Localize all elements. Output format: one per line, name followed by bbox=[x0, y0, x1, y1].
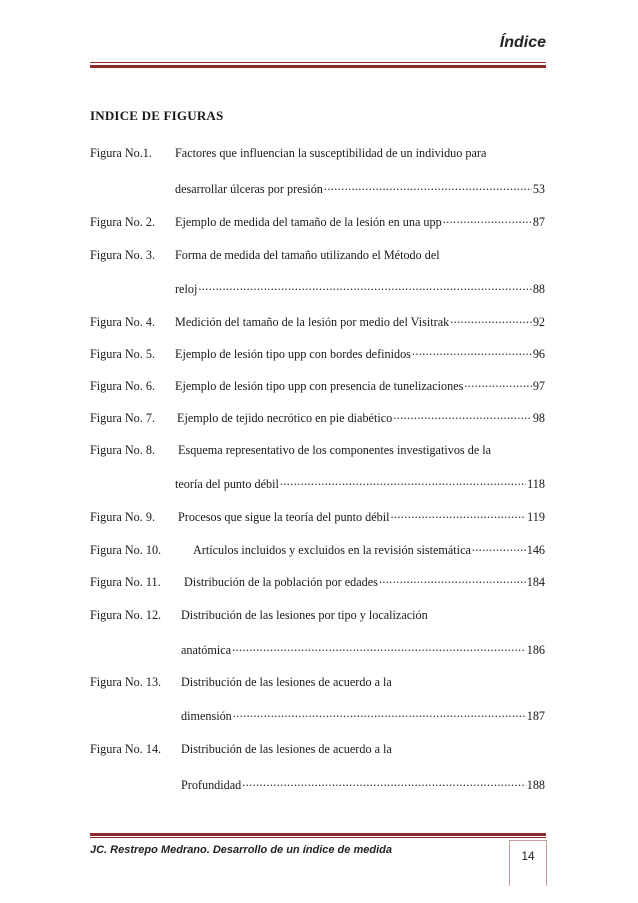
leader-dots bbox=[233, 708, 526, 720]
leader-dots bbox=[198, 281, 531, 293]
page-ref: 98 bbox=[532, 411, 545, 426]
figure-label: Figura No.1. bbox=[90, 146, 152, 160]
figure-title-cont: Profundidad bbox=[181, 778, 242, 793]
figure-entry-4[interactable] bbox=[90, 314, 545, 330]
figure-entry-11[interactable] bbox=[90, 574, 545, 590]
leader-dots bbox=[391, 509, 527, 521]
figure-label: Figura No. 3. bbox=[90, 248, 155, 262]
figure-entry-8[interactable] bbox=[90, 443, 545, 458]
leader-dots bbox=[393, 410, 532, 422]
figure-title: Ejemplo de lesión tipo upp con bordes definidos bbox=[175, 347, 411, 362]
figure-title-cont: desarrollar úlceras por presión bbox=[175, 182, 323, 197]
figure-entry-13-cont[interactable] bbox=[181, 708, 545, 724]
leader-dots bbox=[232, 642, 526, 654]
leader-dots bbox=[242, 777, 525, 789]
leader-dots bbox=[443, 214, 532, 226]
page-ref: 87 bbox=[532, 215, 545, 230]
leader-dots bbox=[324, 181, 532, 193]
figure-title: Forma de medida del tamaño utilizando el Método del bbox=[175, 248, 440, 262]
page-ref: 146 bbox=[526, 543, 545, 558]
figure-entry-5[interactable] bbox=[90, 346, 545, 362]
page-ref: 186 bbox=[526, 643, 545, 658]
figure-entry-14[interactable] bbox=[90, 742, 545, 757]
figure-title: Distribución de las lesiones de acuerdo a la bbox=[181, 742, 392, 756]
figure-entry-1[interactable] bbox=[90, 146, 545, 161]
page-ref: 118 bbox=[527, 477, 545, 492]
page-ref: 92 bbox=[532, 315, 545, 330]
figure-label: Figura No. 4. bbox=[90, 315, 155, 330]
page-ref: 96 bbox=[532, 347, 545, 362]
figure-title: Artículos incluidos y excluidos en la revisión sistemática bbox=[193, 543, 471, 558]
figure-label: Figura No. 12. bbox=[90, 608, 162, 622]
figure-title-cont: anatómica bbox=[181, 643, 232, 658]
figure-entry-10[interactable] bbox=[90, 542, 545, 558]
figure-entry-1-cont[interactable] bbox=[175, 181, 545, 197]
figure-title: Distribución de las lesiones por tipo y localización bbox=[181, 608, 428, 622]
figure-title-cont: reloj bbox=[175, 282, 198, 297]
figure-label: Figura No. 11. bbox=[90, 575, 161, 590]
figure-title: Medición del tamaño de la lesión por medio del Visitrak bbox=[175, 315, 450, 330]
page-header-title: Índice bbox=[499, 34, 546, 51]
leader-dots bbox=[412, 346, 532, 358]
figure-title: Factores que influencian la susceptibilidad de un individuo para bbox=[175, 146, 487, 160]
figure-title: Distribución de las lesiones de acuerdo a la bbox=[181, 675, 392, 689]
figure-label: Figura No. 8. bbox=[90, 443, 155, 457]
figure-entry-2[interactable] bbox=[90, 214, 545, 230]
figure-entry-14-cont[interactable] bbox=[181, 777, 545, 793]
figure-entry-12[interactable] bbox=[90, 608, 545, 623]
figure-entry-7[interactable] bbox=[90, 410, 545, 426]
figure-label: Figura No. 10. bbox=[90, 543, 162, 558]
section-title: INDICE DE FIGURAS bbox=[90, 108, 224, 123]
leader-dots bbox=[464, 378, 531, 390]
header-rule-top bbox=[90, 62, 546, 63]
page-ref: 119 bbox=[527, 510, 545, 525]
leader-dots bbox=[450, 314, 532, 326]
figure-label: Figura No. 13. bbox=[90, 675, 162, 689]
figure-title: Ejemplo de lesión tipo upp con presencia de tunelizaciones bbox=[175, 379, 464, 394]
figure-title: Procesos que sigue la teoría del punto débil bbox=[178, 510, 390, 525]
figure-title: Esquema representativo de los componentes investigativos de la bbox=[178, 443, 492, 457]
figure-label: Figura No. 6. bbox=[90, 379, 155, 394]
page-number: 14 bbox=[521, 849, 535, 863]
figure-label: Figura No. 7. bbox=[90, 411, 155, 426]
figure-title-cont: dimensión bbox=[181, 709, 232, 724]
figure-label: Figura No. 9. bbox=[90, 510, 155, 525]
figure-label: Figura No. 14. bbox=[90, 742, 162, 756]
figure-title-cont: teoría del punto débil bbox=[175, 477, 279, 492]
figure-entry-9[interactable] bbox=[90, 509, 545, 525]
page-ref: 188 bbox=[526, 778, 545, 793]
figure-title: Ejemplo de medida del tamaño de la lesión en una upp bbox=[175, 215, 442, 230]
page-ref: 184 bbox=[526, 575, 545, 590]
figure-entry-3[interactable] bbox=[90, 248, 545, 263]
page-ref: 187 bbox=[526, 709, 545, 724]
leader-dots bbox=[280, 476, 526, 488]
leader-dots bbox=[472, 542, 526, 554]
figure-entry-8-cont[interactable] bbox=[175, 476, 545, 492]
figure-title: Distribución de la población por edades bbox=[184, 575, 378, 590]
figure-entry-3-cont[interactable] bbox=[175, 281, 545, 297]
page-ref: 97 bbox=[532, 379, 545, 394]
leader-dots bbox=[379, 574, 526, 586]
figure-entry-6[interactable] bbox=[90, 378, 545, 394]
figure-entry-12-cont[interactable] bbox=[181, 642, 545, 658]
footer-rule-top bbox=[90, 833, 546, 836]
footer-rule-bottom bbox=[90, 837, 546, 838]
footer-text: JC. Restrepo Medrano. Desarrollo de un índice de medida bbox=[90, 844, 392, 856]
page-ref: 88 bbox=[532, 282, 545, 297]
figure-label: Figura No. 2. bbox=[90, 215, 155, 230]
figure-label: Figura No. 5. bbox=[90, 347, 155, 362]
page-ref: 53 bbox=[532, 182, 545, 197]
page-number-box bbox=[509, 840, 547, 886]
header-rule-bottom bbox=[90, 65, 546, 68]
figure-entry-13[interactable] bbox=[90, 675, 545, 690]
figure-title: Ejemplo de tejido necrótico en pie diabético bbox=[177, 411, 393, 426]
